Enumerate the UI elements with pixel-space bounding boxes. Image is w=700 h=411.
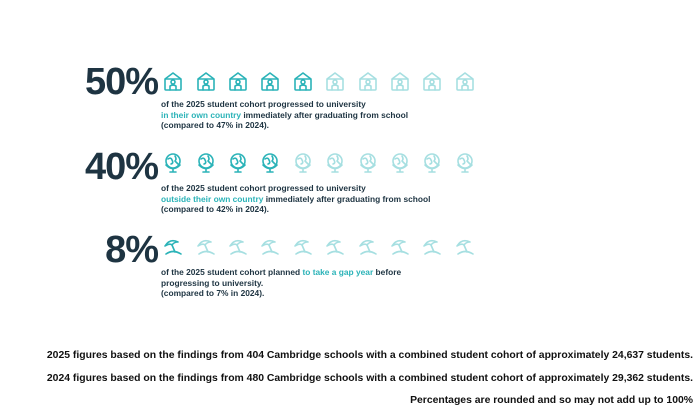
desc-line-2: outside their own country immediately after graduating from school [161, 193, 431, 204]
stat-description-own-country [161, 99, 408, 131]
stat-description-abroad [161, 183, 430, 215]
globe-icon [319, 150, 351, 176]
beach-umbrella-icon [189, 234, 221, 260]
university-building-icon [254, 68, 286, 94]
beach-umbrella-icon [351, 234, 383, 260]
beach-umbrella-icon [384, 234, 416, 260]
stat-value-gap-year: 8% [105, 229, 158, 271]
globe-icon [287, 150, 319, 176]
footer-note-2025: 2025 figures based on the findings from 404 Cambridge schools with a combined student cohort of approximately 24,637 students. [46, 350, 693, 361]
globe-icon [254, 150, 286, 176]
desc-line-1: of the 2025 student cohort planned to take a gap year before [161, 267, 402, 277]
footer-note-2024: 2024 figures based on the findings from 480 Cambridge schools with a combined student cohort of approximately 29,362 students. [46, 373, 693, 384]
beach-umbrella-icon [449, 234, 481, 260]
umbrella-icon-row [157, 234, 481, 260]
beach-umbrella-icon [222, 234, 254, 260]
footer-note-rounding: Percentages are rounded and so may not add up to 100% [410, 395, 693, 406]
globe-icon [416, 150, 448, 176]
highlight-gap-year: to take a gap year [302, 267, 374, 277]
globe-icon [449, 150, 481, 176]
globe-icon-row [157, 150, 481, 176]
desc-line-2: progressing to university. [161, 277, 264, 288]
beach-umbrella-icon [157, 234, 189, 260]
desc-line-3: (compared to 47% in 2024). [161, 120, 269, 131]
globe-icon [351, 150, 383, 176]
university-building-icon [449, 68, 481, 94]
globe-icon [189, 150, 221, 176]
university-building-icon [222, 68, 254, 94]
highlight-outside-country: outside their own country [161, 193, 264, 204]
beach-umbrella-icon [416, 234, 448, 260]
desc-line-1: of the 2025 student cohort progressed to university [161, 99, 366, 109]
stat-value-university-abroad: 40% [84, 146, 158, 188]
stat-description-gap-year [161, 267, 401, 299]
desc-line-2: in their own country immediately after graduating from school [161, 109, 409, 120]
desc-line-1: of the 2025 student cohort progressed to university [161, 183, 366, 193]
university-building-icon [319, 68, 351, 94]
university-icon-row [157, 68, 481, 94]
desc-line-3: (compared to 42% in 2024). [161, 204, 269, 215]
globe-icon [222, 150, 254, 176]
globe-icon [384, 150, 416, 176]
university-building-icon [287, 68, 319, 94]
beach-umbrella-icon [319, 234, 351, 260]
desc-line-3: (compared to 7% in 2024). [161, 288, 265, 299]
university-building-icon [351, 68, 383, 94]
highlight-own-country: in their own country [161, 109, 242, 120]
beach-umbrella-icon [254, 234, 286, 260]
university-building-icon [157, 68, 189, 94]
globe-icon [157, 150, 189, 176]
university-building-icon [189, 68, 221, 94]
beach-umbrella-icon [287, 234, 319, 260]
university-building-icon [416, 68, 448, 94]
university-building-icon [384, 68, 416, 94]
stat-value-university-own-country: 50% [84, 61, 158, 103]
